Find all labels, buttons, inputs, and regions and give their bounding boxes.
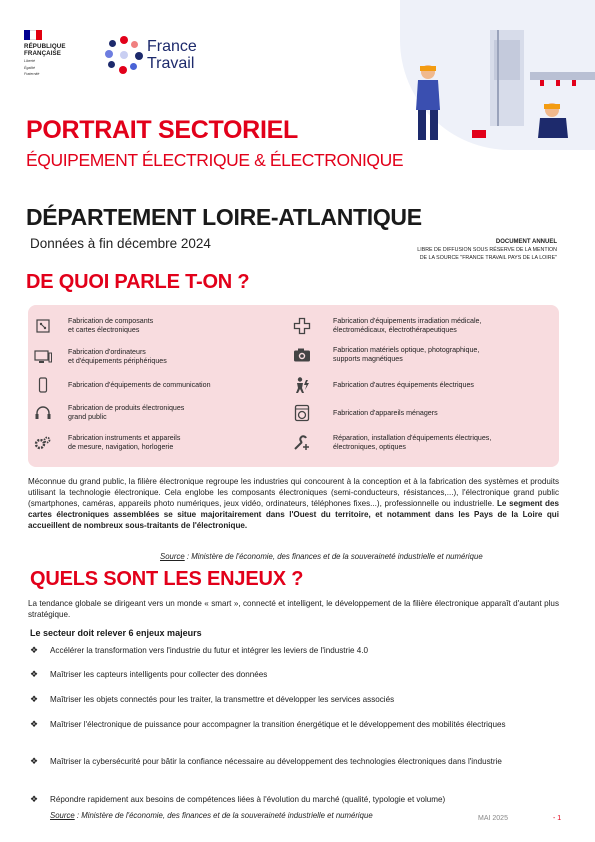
sector-item [32,371,211,399]
page-number: - 1 [553,815,562,822]
source-note-1 [160,552,483,561]
list-item [30,794,560,806]
sector-label: Fabrication d'autres équipements électriques [333,380,474,389]
republic-line-1: RÉPUBLIQUE [24,43,66,50]
issue-text: Maîtriser les capteurs intelligents pour collecter des données [50,670,268,679]
sector-item [32,399,184,427]
circuit-board-icon [32,315,54,337]
issues-intro: La tendance globale se dirigeant vers un monde « smart », connecté et intelligent, le développement de la filière électronique apparaît d'autant plus stratégique. [28,599,559,619]
department-title: DÉPARTEMENT LOIRE-ATLANTIQUE [26,204,422,230]
source-text-1: : Ministère de l'économie, des finances et de la souveraineté industrielle et numérique [184,552,483,561]
sector-item [32,429,180,457]
source-label-1: Source [160,552,185,561]
list-item [30,756,560,768]
sectors-box [28,305,559,467]
sector-description-text: Méconnue du grand public, la filière électronique regroupe les industries qui concourent à la conception et à la fabrication des systèmes et produits utilisant la technologie électronique. Cela englobe les composants électroniques (semi-conducteurs, résistances,...), l'électronique grand public (smartphones, caméras, appareils photo numériques, jeux vidéo, ordinateurs, téléphones fixes...), professionnelle ou industrielle. [28,477,559,508]
sector-label: Fabrication d'ordinateurs et d'équipements périphériques [68,348,167,365]
sector-label: Réparation, installation d'équipements électriques, électroniques, optiques [333,434,492,451]
headphones-icon [32,402,54,424]
issue-text: Répondre rapidement aux besoins de compétences liées à l'évolution du marché (qualité, typologie et volume) [50,795,446,804]
list-item [30,694,560,706]
sector-item [291,312,481,340]
sector-item [291,371,474,399]
brand-line-1: France [147,38,197,55]
sector-label: Fabrication d'équipements irradiation médicale, électromédicaux, électrothérapeutiques [333,317,482,334]
document-note-line-2: DE LA SOURCE "FRANCE TRAVAIL PAYS DE LA LOIRE" [419,255,557,261]
france-travail-logo [105,36,197,74]
diamond-bullet-icon: ❖ [30,645,39,655]
section-heading-issues: QUELS SONT LES ENJEUX ? [30,568,304,590]
diamond-bullet-icon: ❖ [30,669,39,679]
sector-title: ÉQUIPEMENT ÉLECTRIQUE & ÉLECTRONIQUE [26,150,404,170]
motto-liberte: Liberté [24,59,35,64]
motto-fraternite: Fraternité [24,72,40,77]
france-travail-dots-icon [105,36,143,74]
republique-francaise-logo [24,30,92,77]
diamond-bullet-icon: ❖ [30,719,39,729]
document-note [417,238,557,262]
sector-label: Fabrication de composants et cartes électroniques [68,317,154,334]
brand-line-2: Travail [147,55,195,72]
sector-description [28,476,559,531]
data-date: Données à fin décembre 2024 [30,236,211,251]
electricians-illustration [380,0,595,160]
diamond-bullet-icon: ❖ [30,794,39,804]
sector-item [291,399,438,427]
diamond-bullet-icon: ❖ [30,756,39,766]
diamond-bullet-icon: ❖ [30,694,39,704]
phone-icon [32,374,54,396]
source-label-2: Source [50,811,75,820]
gears-icon [32,432,54,454]
document-note-line-1: LIBRE DE DIFFUSION SOUS RÉSERVE DE LA MENTION [417,247,557,253]
list-item [30,669,560,681]
repair-tool-icon [291,432,313,454]
list-item [30,645,560,657]
sector-item [32,312,153,340]
washing-machine-icon [291,402,313,424]
sector-label: Fabrication instruments et appareils de mesure, navigation, horlogerie [68,434,181,451]
sector-item [291,429,491,457]
issues-subheading: Le secteur doit relever 6 enjeux majeurs [30,628,202,638]
medical-cross-icon [291,315,313,337]
sector-item [32,343,167,371]
computer-icon [32,346,54,368]
section-heading-what: DE QUOI PARLE T-ON ? [26,271,250,293]
footer-date: MAI 2025 [478,815,508,822]
issue-text: Maîtriser la cybersécurité pour bâtir la confiance nécessaire au développement des technologies électroniques dans l'industrie [50,757,502,766]
portrait-title: PORTRAIT SECTORIEL [26,116,298,144]
list-item [30,719,560,731]
motto-egalite: Égalité [24,65,35,70]
sector-description-bold: Le segment des cartes électroniques assemblées se situe majoritairement dans l'Ouest du territoire, et notamment dans les Pays de la Loire qui accueillent de nombreux sous-traitants de l'électronique. [28,499,559,530]
french-flag-icon [24,30,42,40]
sector-item [291,341,479,369]
source-note-2 [50,811,373,820]
sector-label: Fabrication d'équipements de communication [68,380,211,389]
document-type: DOCUMENT ANNUEL [495,239,557,245]
sector-label: Fabrication de produits électroniques grand public [68,404,185,421]
issue-text: Accélérer la transformation vers l'industrie du futur et intégrer les leviers de l'industrie 4.0 [50,646,368,655]
electrician-icon [291,374,313,396]
republic-line-2: FRANÇAISE [24,50,61,58]
camera-icon [291,344,313,366]
issue-text: Maîtriser l'électronique de puissance pour accompagner la transition énergétique et le développement des mobilités électriques [50,720,506,729]
sector-label: Fabrication matériels optique, photographique, supports magnétiques [333,346,480,363]
source-text-2: : Ministère de l'économie, des finances et de la souveraineté industrielle et numérique [74,811,373,820]
sector-label: Fabrication d'appareils ménagers [333,408,438,417]
issue-text: Maîtriser les objets connectés pour les traiter, la transmettre et développer les services associés [50,695,395,704]
